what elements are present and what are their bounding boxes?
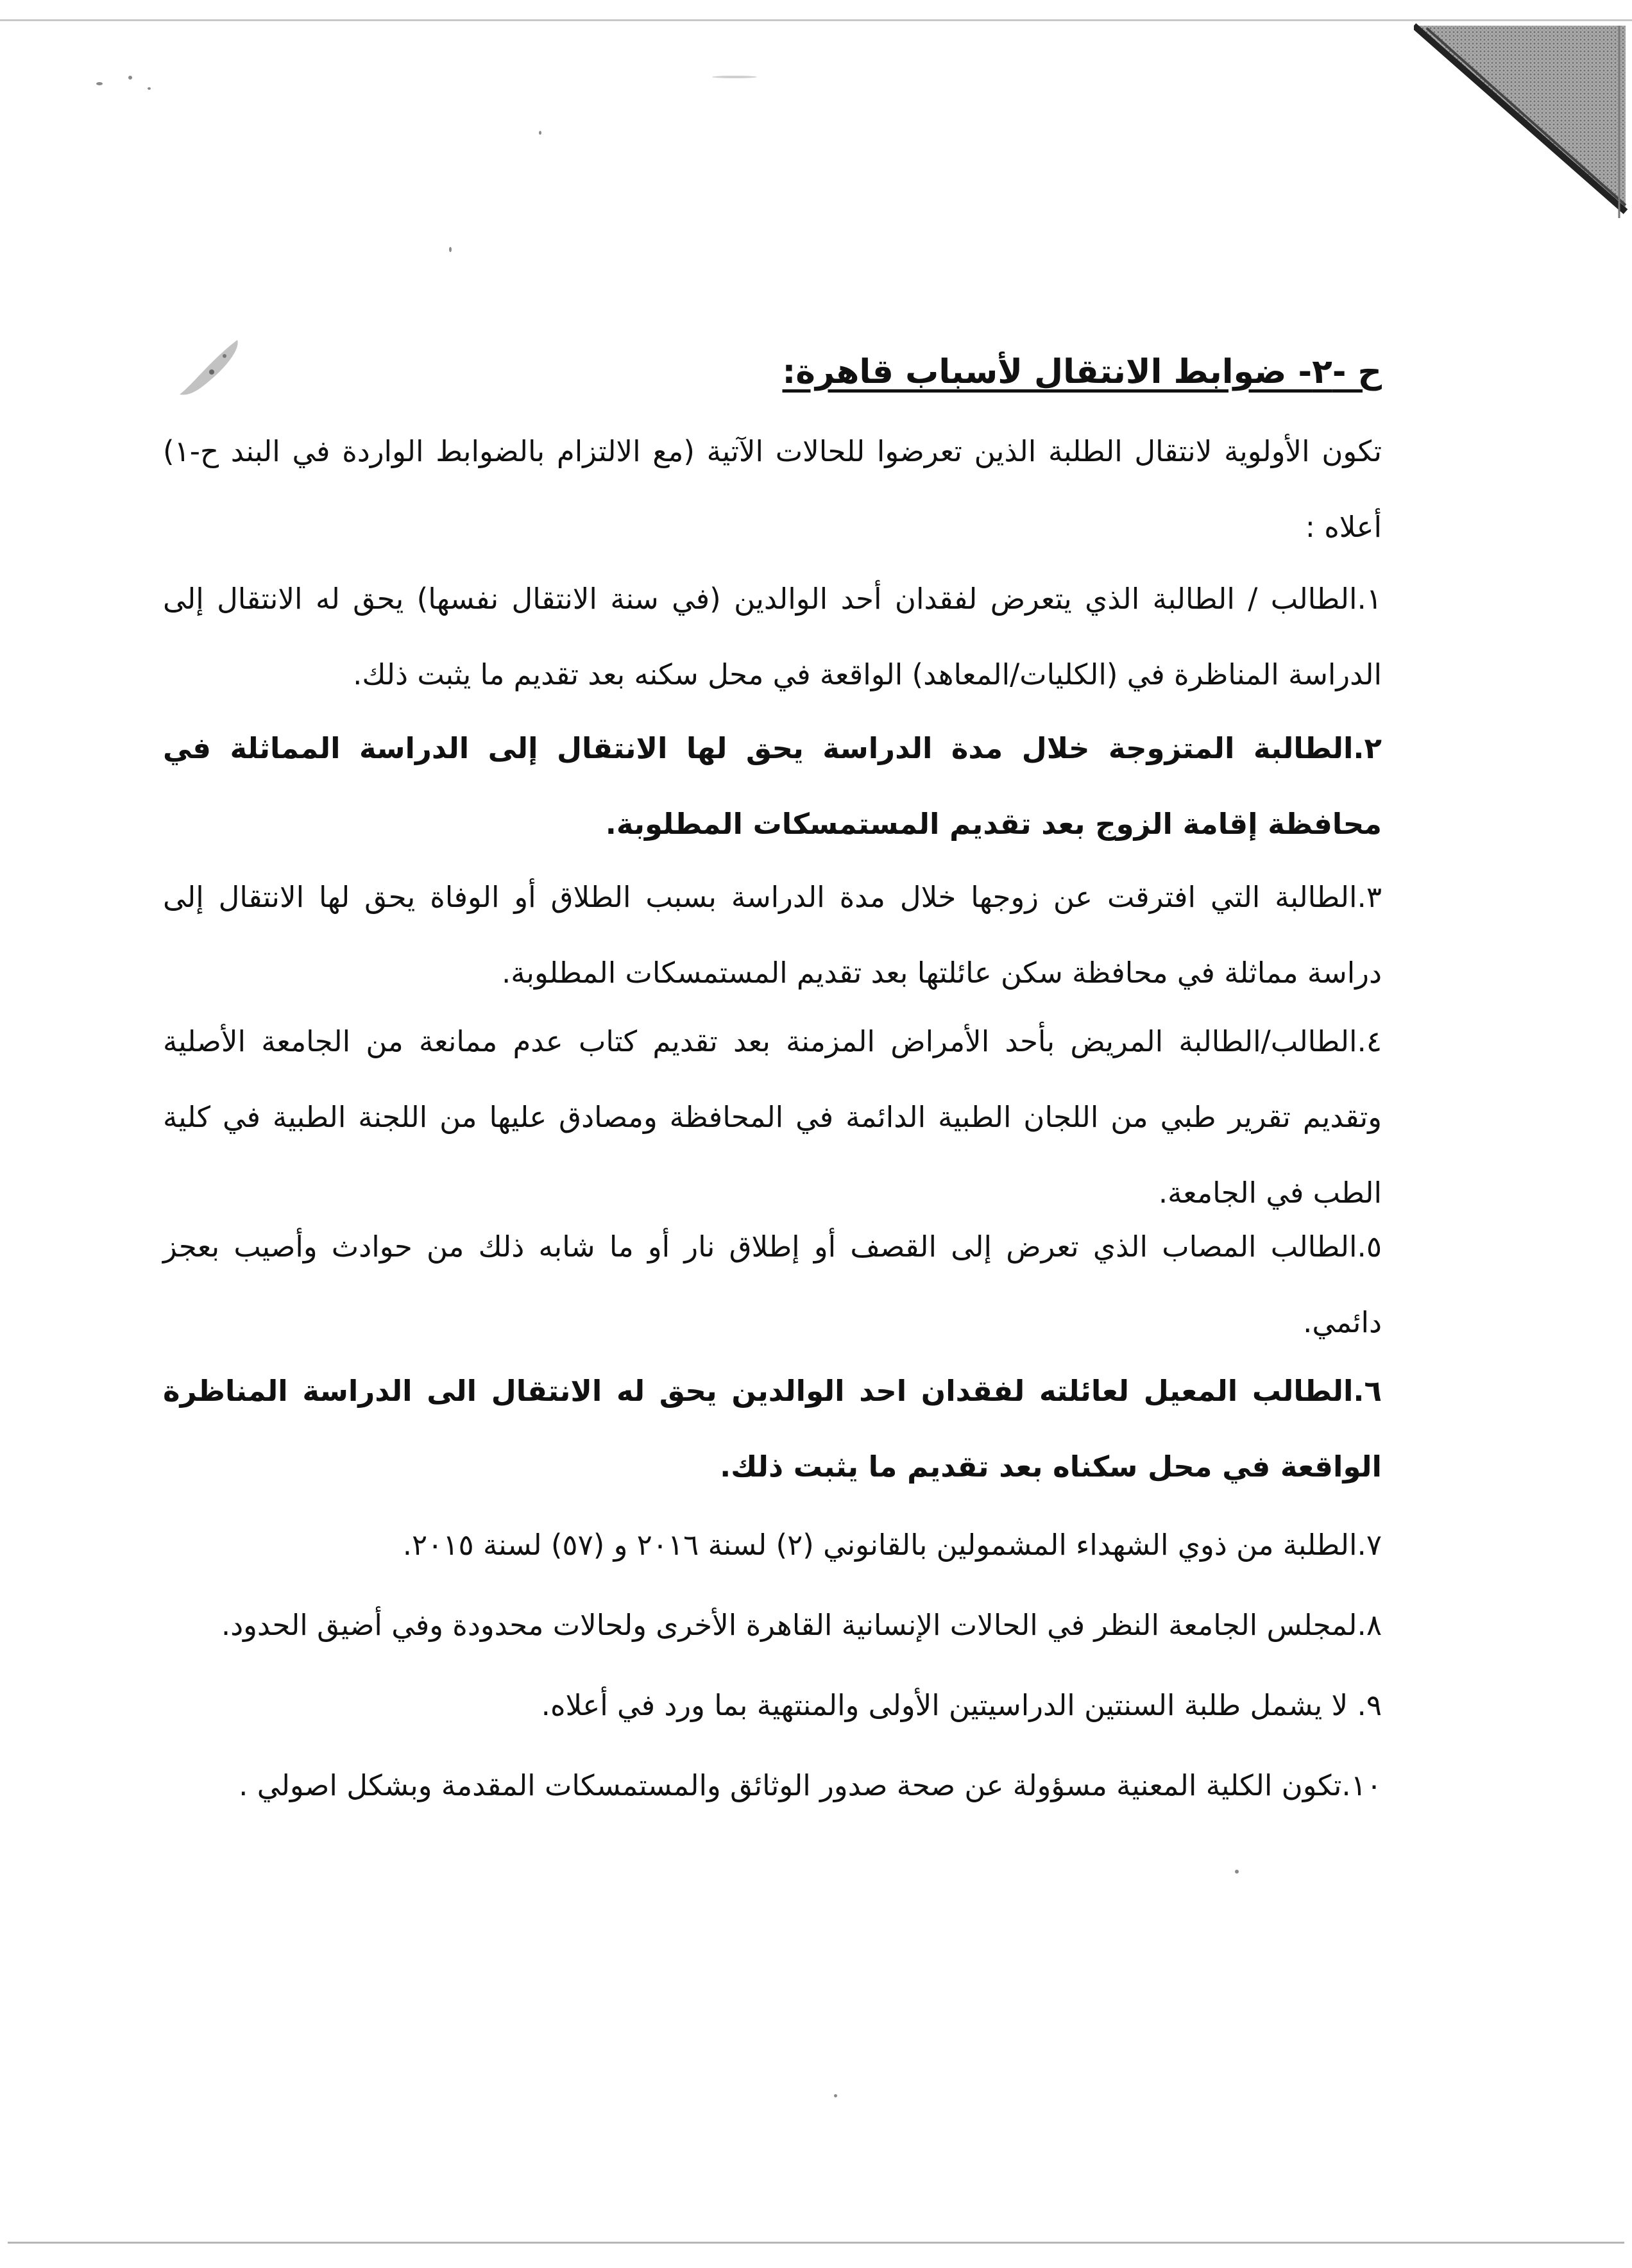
item-9: ٩. لا يشمل طلبة السنتين الدراسيتين الأولى والمنتهية بما ورد في أعلاه. — [541, 1688, 1382, 1722]
scan-top-edge — [0, 19, 1632, 21]
item-1: ١.الطالب / الطالبة الذي يتعرض لفقدان أحد الوالدين (في سنة الانتقال نفسها) يحق له الانتقال إلى الدراسة المناظرة في (الكليات/المعاهد) الواقعة في محل سكنه بعد تقديم ما يثبت ذلك. — [163, 582, 1382, 691]
item-6: ٦.الطالب المعيل لعائلته لفقدان احد الوالدين يحق له الانتقال الى الدراسة المناظرة الواقعة في محل سكناه بعد تقديم ما يثبت ذلك. — [163, 1374, 1382, 1484]
scan-speck — [539, 131, 541, 135]
scan-smudge — [173, 334, 250, 404]
scan-speck — [128, 76, 132, 80]
item-7: ٧.الطلبة من ذوي الشهداء المشمولين بالقانوني (٢) لسنة ٢٠١٦ و (٥٧) لسنة ٢٠١٥. — [402, 1528, 1382, 1562]
scan-speck — [712, 76, 757, 78]
item-2: ٢.الطالبة المتزوجة خلال مدة الدراسة يحق لها الانتقال إلى الدراسة المماثلة في محافظة إقامة الزوج بعد تقديم المستمسكات المطلوبة. — [163, 731, 1382, 841]
item-10: ١٠.تكون الكلية المعنية مسؤولة عن صحة صدور الوثائق والمستمسكات المقدمة وبشكل اصولي . — [239, 1768, 1382, 1802]
intro-paragraph: تكون الأولوية لانتقال الطلبة الذين تعرضوا للحالات الآتية (مع الالتزام بالضوابط الواردة في البند ح-١) أعلاه : — [163, 434, 1382, 544]
item-5: ٥.الطالب المصاب الذي تعرض إلى القصف أو إطلاق نار أو ما شابه ذلك من حوادث وأصيب بعجز دائمي. — [163, 1230, 1382, 1339]
scan-speck — [148, 87, 151, 90]
item-8: ٨.لمجلس الجامعة النظر في الحالات الإنسانية القاهرة الأخرى ولحالات محدودة وفي أضيق الحدود. — [221, 1608, 1382, 1642]
scan-speck — [449, 247, 452, 252]
scan-speck — [96, 82, 103, 85]
item-3: ٣.الطالبة التي افترقت عن زوجها خلال مدة الدراسة بسبب الطلاق أو الوفاة يحق لها الانتقال إلى دراسة مماثلة في محافظة سكن عائلتها بعد تقديم المستمسكات المطلوبة. — [163, 880, 1382, 990]
folded-corner-shadow — [1414, 19, 1632, 224]
scan-speck — [1235, 1870, 1239, 1874]
section-heading: ح -٢- ضوابط الانتقال لأسباب قاهرة: — [782, 353, 1382, 391]
item-4: ٤.الطالب/الطالبة المريض بأحد الأمراض المزمنة بعد تقديم كتاب عدم ممانعة من الجامعة الأصلية وتقديم تقرير طبي من اللجان الطبية الدائمة في المحافظة ومصادق عليها من اللجنة الطبية في كلية الطب في الجامعة. — [163, 1024, 1382, 1210]
scan-speck — [834, 2094, 837, 2097]
scan-bottom-edge — [8, 2242, 1624, 2244]
